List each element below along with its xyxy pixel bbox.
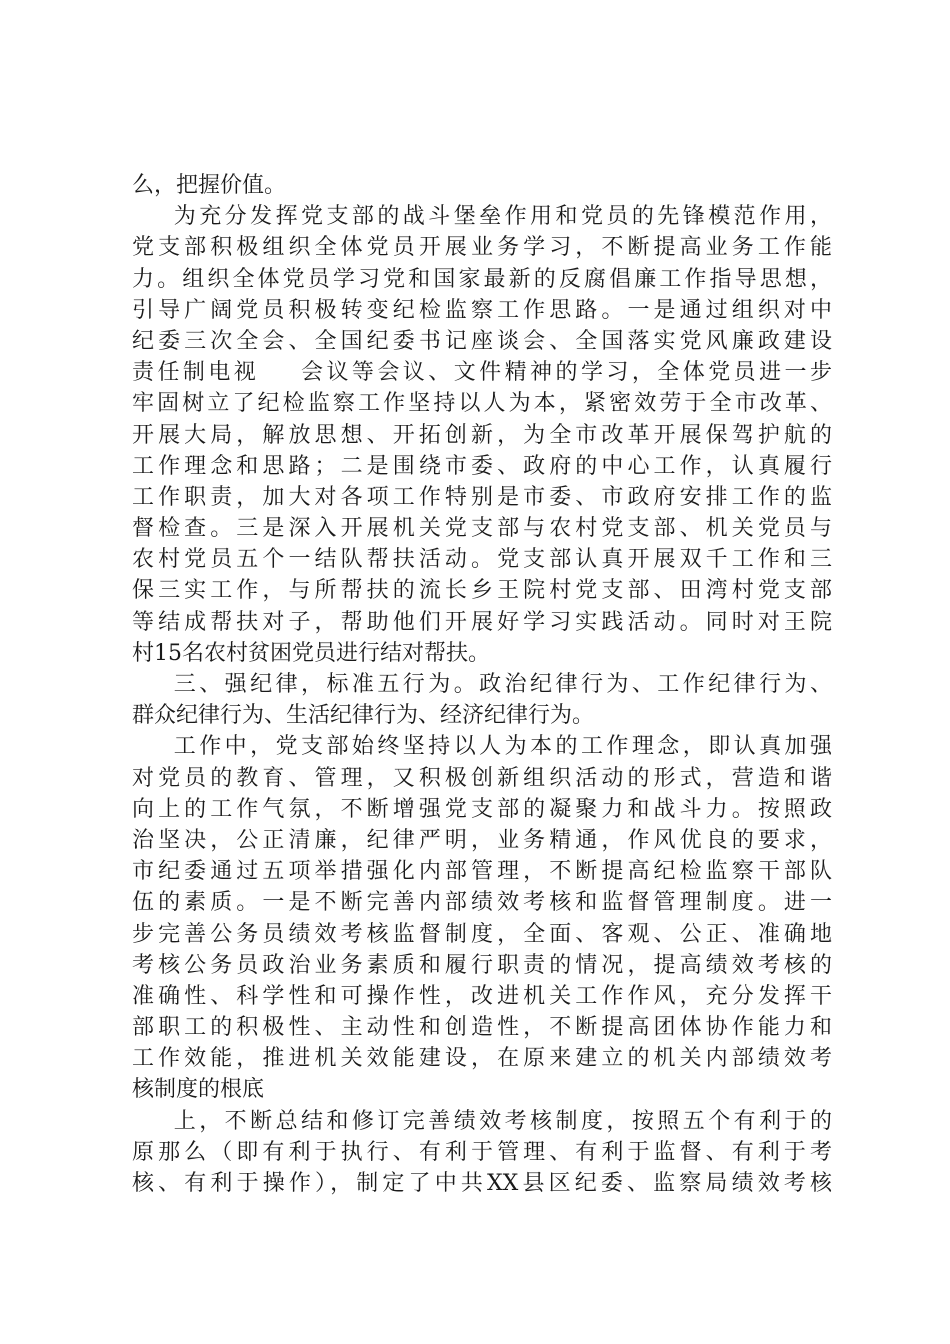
text-line: 开展大局，解放思想、开拓创新，为全市改革开展保驾护航的 (132, 422, 832, 448)
text-line: 力。组织全体党员学习党和国家最新的反腐倡廉工作指导思想， (132, 266, 832, 292)
text-line: 市纪委通过五项举措强化内部管理，不断提高纪检监察干部队 (132, 859, 832, 885)
text-line: 么，把握价值。 (132, 173, 287, 198)
text-line: 工作效能，推进机关效能建设，在原来建立的机关内部绩效考 (132, 1046, 832, 1072)
text-line: 准确性、科学性和可操作性，改进机关工作作风，充分发挥干 (132, 983, 832, 1009)
text-line: 农村党员五个一结队帮扶活动。党支部认真开展双千工作和三 (132, 547, 832, 573)
text-line: 核、有利于操作），制定了中共XX县区纪委、监察局绩效考核 (132, 1171, 832, 1196)
text-line: 三、强纪律，标准五行为。政治纪律行为、工作纪律行为、 (132, 672, 832, 697)
body-text (132, 170, 832, 1199)
text-line: 工作理念和思路；二是围绕市委、政府的中心工作，认真履行 (132, 453, 832, 479)
text-line: 等结成帮扶对子，帮助他们开展好学习实践活动。同时对王院 (132, 609, 832, 635)
text-line: 责任制电视 会议等会议、文件精神的学习，全体党员进一步 (132, 360, 832, 386)
text-line: 保三实工作，与所帮扶的流长乡王院村党支部、田湾村党支部 (132, 578, 832, 604)
text-line: 牢固树立了纪检监察工作坚持以人为本，紧密效劳于全市改革、 (132, 391, 832, 417)
text-line: 党支部积极组织全体党员开展业务学习，不断提高业务工作能 (132, 235, 832, 261)
text-line: 向上的工作气氛，不断增强党支部的凝聚力和战斗力。按照政 (132, 796, 832, 822)
text-line: 原那么（即有利于执行、有利于管理、有利于监督、有利于考 (132, 1139, 832, 1165)
text-line: 伍的素质。一是不断完善内部绩效考核和监督管理制度。进一 (132, 890, 832, 916)
text-line: 纪委三次全会、全国纪委书记座谈会、全国落实党风廉政建设 (132, 328, 832, 354)
text-line: 对党员的教育、管理，又积极创新组织活动的形式，营造和谐 (132, 765, 832, 791)
text-line: 群众纪律行为、生活纪律行为、经济纪律行为。 (132, 703, 595, 729)
text-line: 步完善公务员绩效考核监督制度，全面、客观、公正、准确地 (132, 921, 832, 947)
text-line: 督检查。三是深入开展机关党支部与农村党支部、机关党员与 (132, 516, 832, 542)
text-line: 村15名农村贫困党员进行结对帮扶。 (132, 640, 490, 666)
text-line: 核制度的根底 (132, 1077, 265, 1103)
text-line: 工作职责，加大对各项工作特别是市委、市政府安排工作的监 (132, 484, 832, 510)
text-line: 上，不断总结和修订完善绩效考核制度，按照五个有利于的 (132, 1108, 832, 1134)
text-line: 引导广阔党员积极转变纪检监察工作思路。一是通过组织对中 (132, 297, 832, 323)
text-line: 为充分发挥党支部的战斗堡垒作用和党员的先锋模范作用， (132, 204, 832, 230)
text-line: 考核公务员政治业务素质和履行职责的情况，提高绩效考核的 (132, 952, 832, 978)
text-line: 部职工的积极性、主动性和创造性，不断提高团体协作能力和 (132, 1015, 832, 1041)
text-line: 治坚决，公正清廉，纪律严明，业务精通，作风优良的要求， (132, 827, 832, 853)
text-line: 工作中，党支部始终坚持以人为本的工作理念，即认真加强 (132, 734, 832, 760)
